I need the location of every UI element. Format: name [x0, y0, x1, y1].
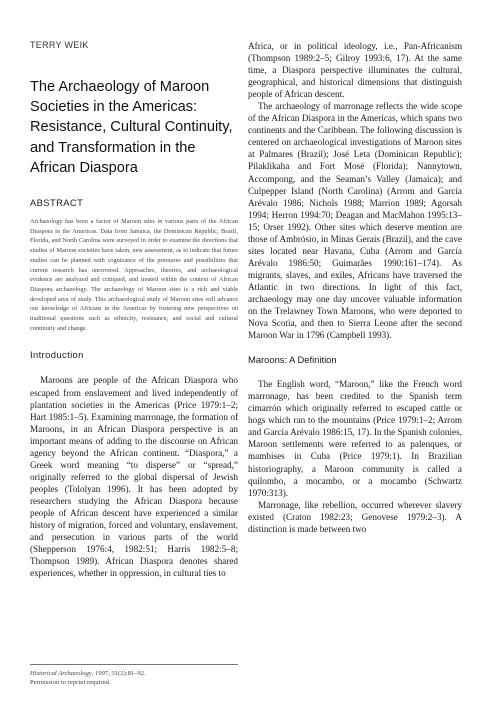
- abstract-text: Archaeology has been a factor of Maroon sites in various parts of the African Diaspora in the Americas. Data from Jamaica, the Dominican Republic, Brazil, Florida, and North Carolina were surveyed in order to examine the directions that studies of Maroon societies have taken, new assessment, as to indicate that future studies can be planned with cognizance of the pressures and possibilities that current research has uncovered. Approaches, theories, and archaeological evidence are analyzed and critiqued, and treated within the context of African Diaspora archaeology. The archaeology of Maroon sites is a rich and viable developed area of study. This archaeological study of Maroon sites will advance our knowledge of Africans in the Americas by fostering new perspectives on traditional questions such as ethnicity, resistance, and social and cultural continuity and change.: [30, 218, 238, 332]
- journal-name: Historical Archaeology: [30, 670, 92, 677]
- sites-paragraph: The archaeology of marronage reflects the wide scope of the African Diaspora in the Americas, which spans two continents and the Caribbean. The following discussion is centered on archaeological investigations of Maroon sites at Palmares (Brazil); José Leta (Dominican Republic); Pilaklikaha and Fort Mosé (Florida); Nannytown, Accompong, and the Seaman’s Valley (Jamaica); and Culpepper Island (North Carolina) (Arrom and García Arévalo 1986; Nichols 1988; Marrion 1989; Agorsah 1994; Herron 1994:70; Deagan and MacMahon 1995:13–15; Orser 1992). Other sites which deserve mention are those of Ambrósio, in Minas Gerais (Brazil), and the cave sites located near Havana, Cuba (Arrom and García Arévalo 1986:50; Guimarães 1990:161–174). As migrants, slaves, and exiles, Africans have traversed the Atlantic in two directions. In light of this fact, archaeology may one day uncover valuable information on the Trelawney Town Maroons, who were deported to Nova Scotia, and then to Sierra Leone after the second Maroon War in 1796 (Campbell 1993).: [248, 101, 462, 341]
- footnote: [30, 664, 238, 687]
- footnote-rule: [30, 664, 238, 665]
- citation-details: , 1997, 31(2):81–92.: [91, 670, 146, 677]
- marronage-paragraph: Marronage, like rebellion, occurred wherever slavery existed (Craton 1982:23; Genovese 1979:2–3). A distinction is made between two: [248, 499, 462, 534]
- author-name: TERRY WEIK: [30, 40, 89, 50]
- introduction-paragraph: Maroons are people of the African Diaspora who escaped from enslavement and lived independently of plantation societies in the Americas (Price 1979:1–2; Hart 1985:1–5). Examining marronage, the formation of Maroons, in an African Diaspora perspective is an important means of adding to the discourse on African agency beyond the African continent. “Diaspora,” a Greek word meaning “to disperse” or “spread,” originally referred to the global dispersal of Jewish peoples (Tololyan 1996). It has been adopted by researchers studying the African Diaspora because people of African descent have experienced a similar history of migration, forced and voluntary, enslavement, and persecution in various parts of the world (Shepperson 1976:4, 1982:51; Harris 1982:5–8; Thompson 1989). African Diaspora denotes shared experiences, whether in oppression, in cultural ties to: [30, 375, 238, 579]
- definition-paragraph: The English word, “Maroon,” like the French word marronage, has been credited to the Spanish term cimarrón which originally referred to escaped cattle or hogs which ran to the mountains (Price 1979:1–2; Arrom and García Arévalo 1986:15, 17). In the Spanish colonies, Maroon settlements were referred to as palenques, or mambises in Cuba (Price 1979:1). In Brazilian historiography, a Maroon community is called a quilombo, a mocambo, or a mocambo (Schwartz 1970:313).: [248, 379, 462, 498]
- right-column: [248, 40, 462, 535]
- citation-line: [30, 670, 238, 679]
- permission-note: Permission to reprint required.: [30, 678, 111, 686]
- abstract-heading: ABSTRACT: [30, 197, 84, 209]
- definition-heading: Maroons: A Definition: [248, 354, 337, 366]
- left-column: [30, 40, 238, 579]
- article-title: The Archaeology of Maroon Societies in the Americas: Resistance, Cultural Continuity, and Transformation in the African Diaspora: [30, 79, 233, 176]
- continuation-paragraph: Africa, or in political ideology, i.e., Pan-Africanism (Thompson 1989:2–5; Gilroy 1993:6, 17). At the same time, a Diaspora perspective illuminates the cultural, geographical, and historical dimensions that distinguish people of African descent.: [248, 41, 462, 100]
- introduction-heading: Introduction: [30, 349, 84, 361]
